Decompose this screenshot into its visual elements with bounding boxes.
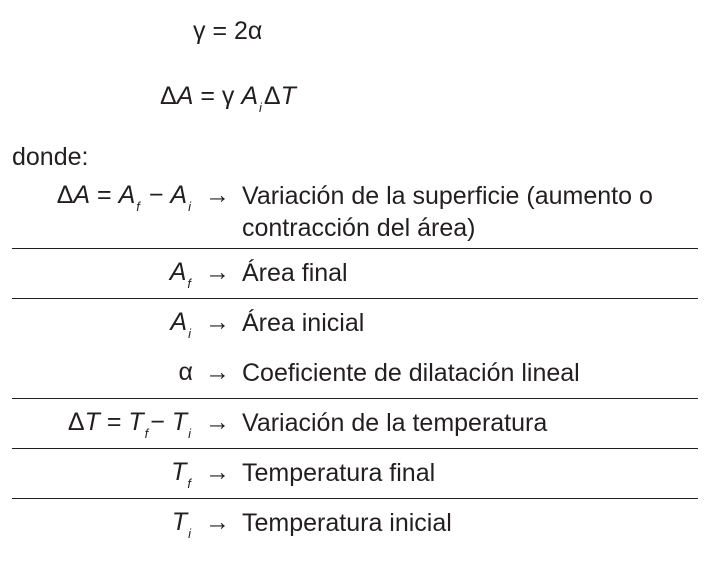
definition-symbol bbox=[12, 457, 193, 491]
initial-temperature-symbol: T bbox=[171, 408, 188, 436]
final-subscript: f bbox=[187, 276, 191, 291]
final-subscript: f bbox=[144, 426, 149, 441]
definition-symbol bbox=[12, 180, 193, 214]
right-arrow-icon: → bbox=[205, 408, 230, 436]
donde-label: donde: bbox=[12, 143, 89, 171]
formula-temperature-symbol: T bbox=[280, 82, 296, 110]
formula-area-symbol: A bbox=[176, 82, 194, 110]
temperature-symbol: T bbox=[84, 408, 100, 436]
definition-description: Variación de la temperatura bbox=[242, 409, 548, 437]
definition-description: Temperatura inicial bbox=[242, 509, 452, 537]
formula-equals-gamma: = γ bbox=[193, 82, 242, 110]
formula-initial-area-symbol: A bbox=[241, 82, 259, 110]
equals-sign: = bbox=[99, 408, 129, 436]
right-arrow-icon: → bbox=[205, 181, 230, 209]
temperature-symbol: T bbox=[171, 508, 188, 536]
right-arrow-icon: → bbox=[205, 258, 230, 286]
definition-description: Temperatura final bbox=[242, 459, 436, 487]
definition-row-linear-coefficient bbox=[12, 349, 698, 399]
delta-symbol: Δ bbox=[56, 181, 74, 209]
definition-symbol bbox=[12, 257, 193, 291]
definition-row-area-variation bbox=[12, 176, 698, 249]
definition-symbol bbox=[12, 307, 193, 341]
formula-gamma-lhs: γ bbox=[193, 17, 206, 45]
formula-delta-symbol: Δ bbox=[160, 82, 177, 110]
definition-row-temperature-variation bbox=[12, 399, 698, 449]
area-symbol: A bbox=[73, 181, 91, 209]
definition-description: Área final bbox=[242, 259, 348, 287]
definition-symbol bbox=[12, 507, 193, 541]
minus-sign: − bbox=[150, 408, 172, 436]
final-area-symbol: A bbox=[118, 181, 136, 209]
definition-row-initial-temperature bbox=[12, 499, 698, 549]
minus-sign: − bbox=[141, 181, 171, 209]
formula-area-variation bbox=[160, 81, 296, 115]
definition-row-final-area bbox=[12, 249, 698, 299]
definition-description: Variación de la superficie (aumento o contracción del área) bbox=[242, 182, 653, 242]
initial-subscript: i bbox=[188, 199, 191, 214]
definition-symbol bbox=[12, 357, 193, 387]
definition-symbol bbox=[12, 407, 193, 441]
initial-subscript: i bbox=[188, 526, 191, 541]
final-temperature-symbol: T bbox=[128, 408, 144, 436]
formula-gamma-equals-two-alpha bbox=[193, 16, 262, 46]
initial-subscript: i bbox=[188, 326, 191, 341]
formula-gamma-rhs: 2α bbox=[234, 17, 263, 45]
initial-area-symbol: A bbox=[170, 181, 188, 209]
definitions-list bbox=[12, 176, 698, 549]
temperature-symbol: T bbox=[171, 458, 187, 486]
area-symbol: A bbox=[170, 308, 188, 336]
definition-row-initial-area bbox=[12, 299, 698, 349]
initial-subscript: i bbox=[188, 426, 191, 441]
area-symbol: A bbox=[169, 258, 187, 286]
equals-sign: = bbox=[90, 181, 119, 209]
right-arrow-icon: → bbox=[205, 458, 230, 486]
definition-description: Área inicial bbox=[242, 309, 365, 337]
final-subscript: f bbox=[136, 199, 140, 214]
definition-description: Coeficiente de dilatación lineal bbox=[242, 359, 580, 387]
right-arrow-icon: → bbox=[205, 358, 230, 386]
formula-initial-area-subscript: i bbox=[259, 100, 262, 115]
right-arrow-icon: → bbox=[205, 308, 230, 336]
delta-symbol: Δ bbox=[67, 408, 85, 436]
final-subscript: f bbox=[187, 476, 191, 491]
formula-gamma-equals: = bbox=[205, 17, 234, 45]
definition-row-final-temperature bbox=[12, 449, 698, 499]
right-arrow-icon: → bbox=[205, 508, 230, 536]
formula-delta-symbol-2: Δ bbox=[263, 82, 281, 110]
alpha-symbol: α bbox=[178, 358, 193, 386]
